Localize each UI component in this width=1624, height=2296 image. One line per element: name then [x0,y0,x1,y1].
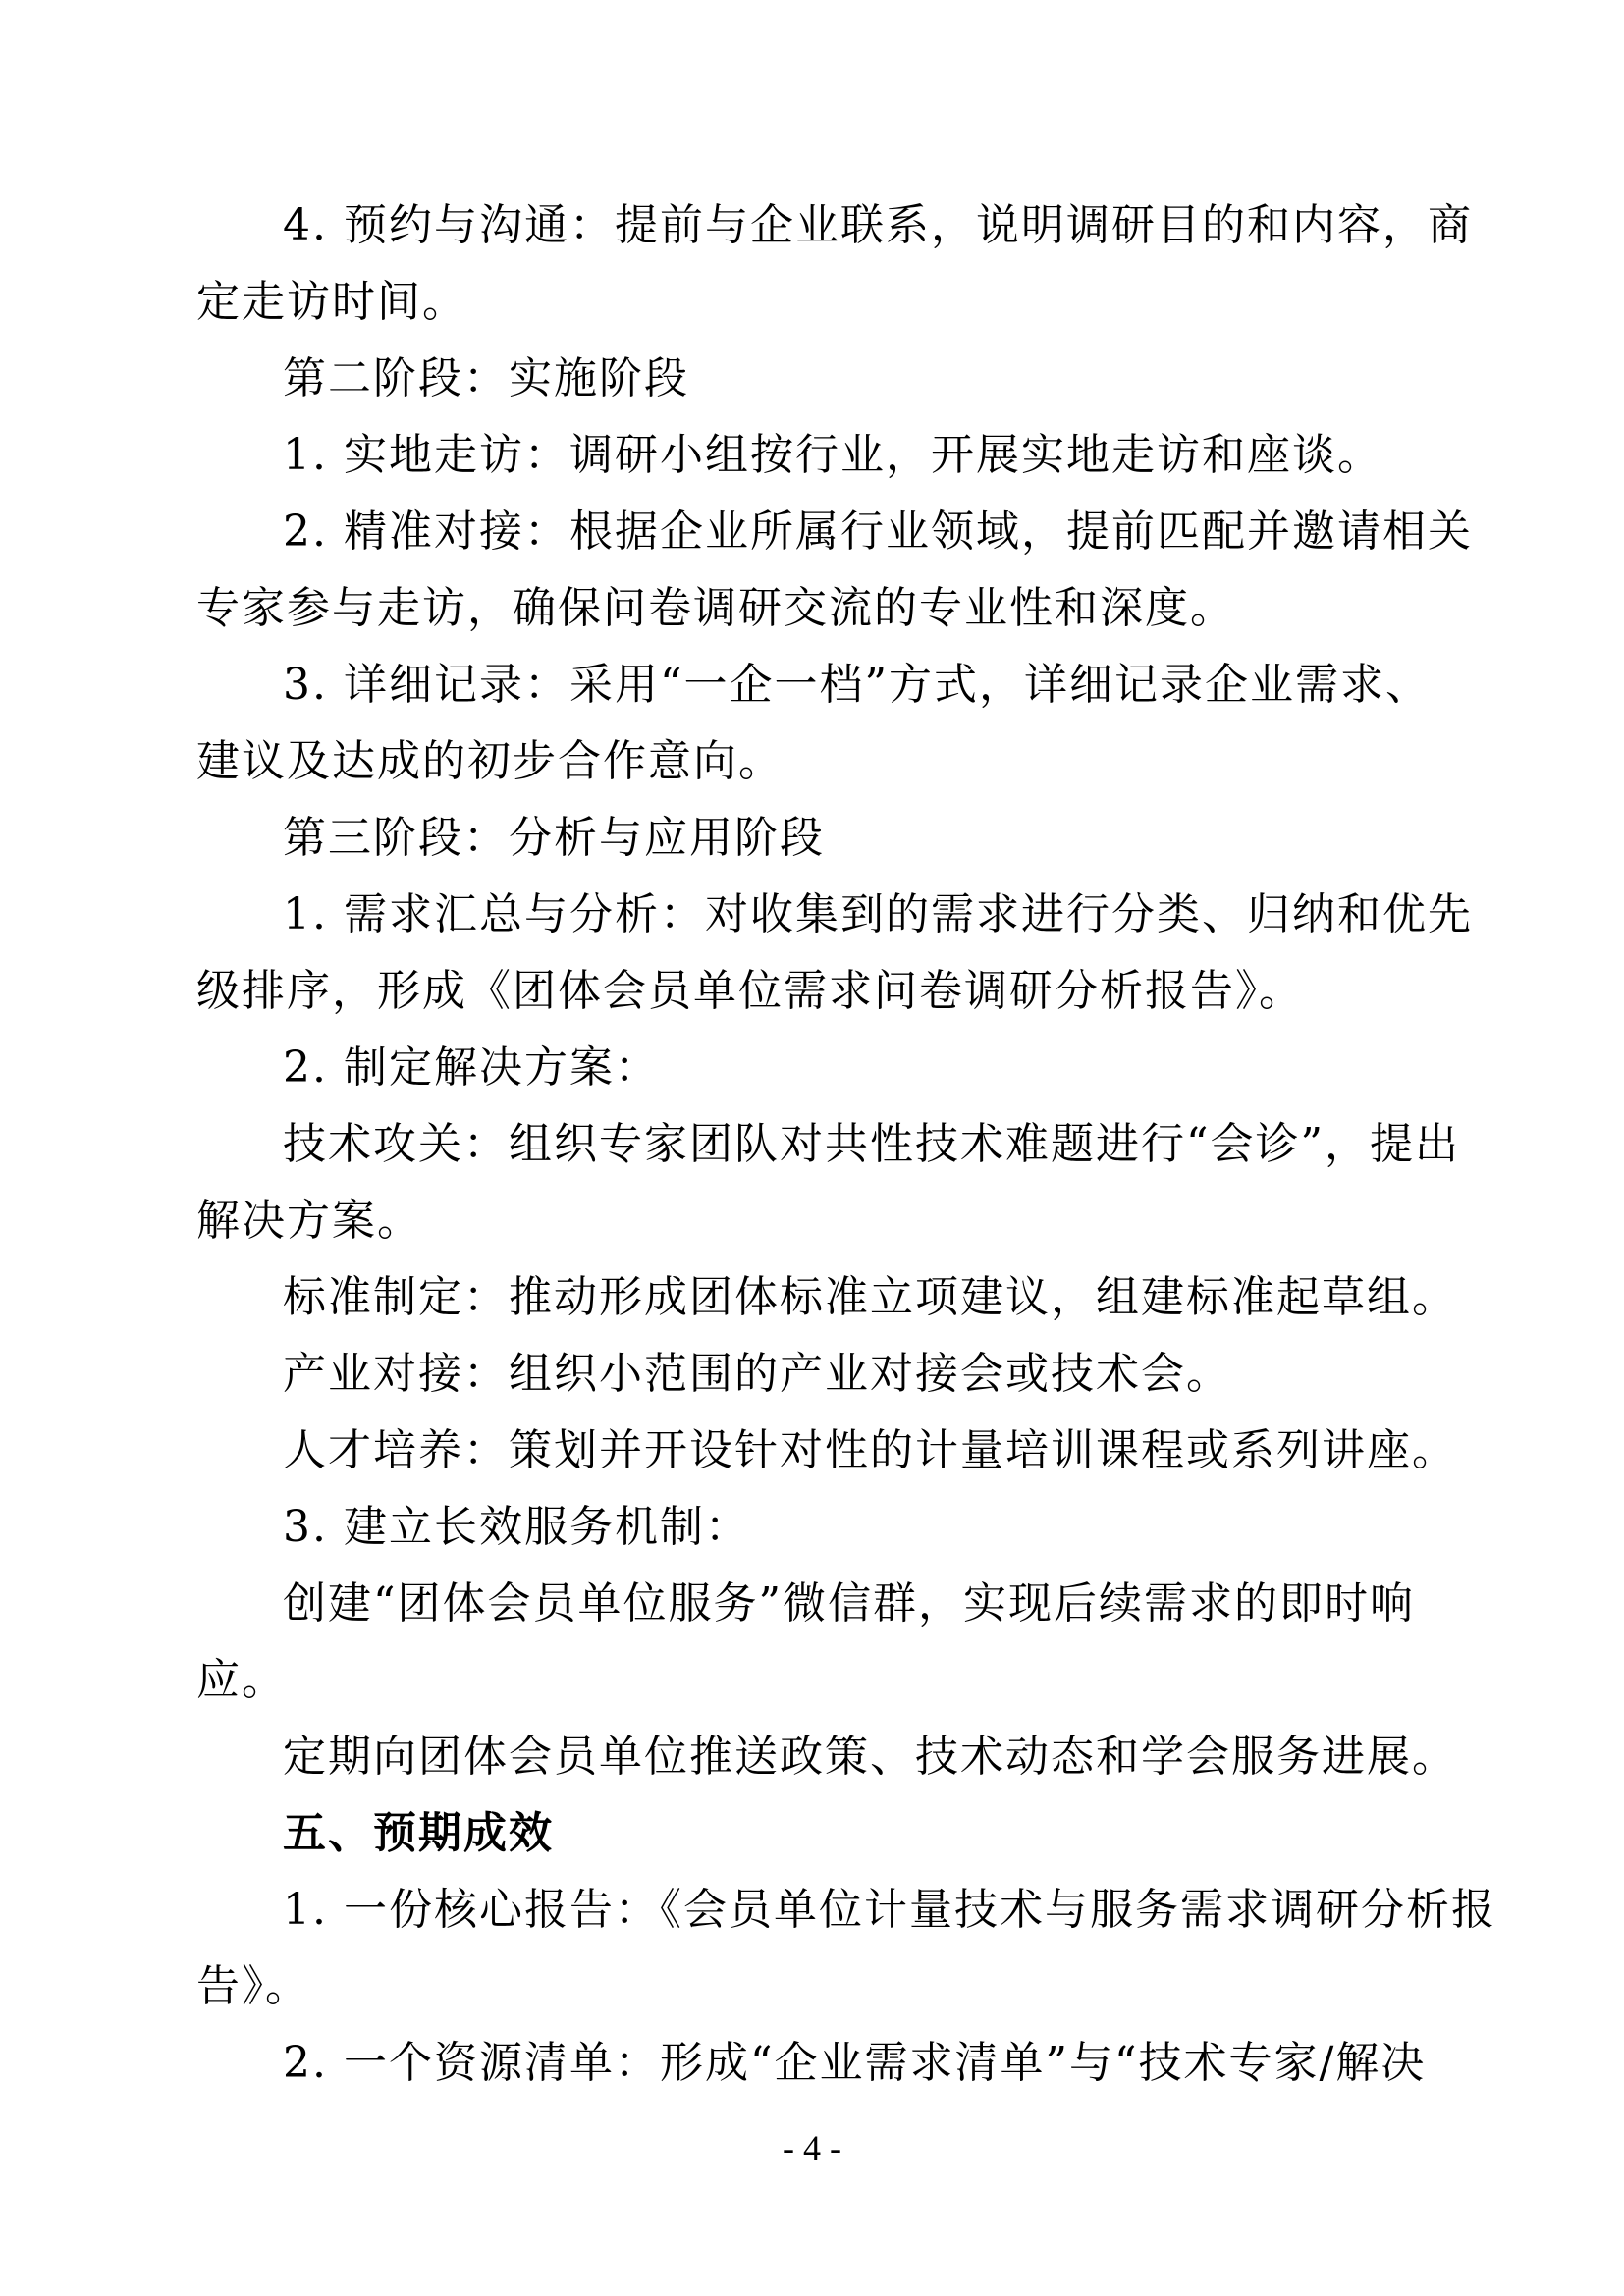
paragraph-line: 定走访时间。 [196,277,467,327]
paragraph-line: 定期向团体会员单位推送政策、技术动态和学会服务进展。 [283,1732,1457,1782]
section-heading: 第二阶段：实施阶段 [283,353,689,403]
paragraph-line: 1. 需求汇总与分析：对收集到的需求进行分类、归纳和优先 [283,889,1473,939]
paragraph-line: 级排序，形成《团体会员单位需求问卷调研分析报告》。 [196,966,1304,1016]
paragraph-line: 3. 建立长效服务机制： [283,1502,750,1552]
paragraph-line: 人才培养：策划并开设针对性的计量培训课程或系列讲座。 [283,1425,1457,1475]
paragraph-line: 应。 [196,1655,287,1705]
chapter-heading: 五、预期成效 [283,1808,554,1858]
paragraph-line: 建议及达成的初步合作意向。 [196,736,784,786]
section-heading: 第三阶段：分析与应用阶段 [283,813,825,863]
paragraph-line: 3. 详细记录：采用“一企一档”方式，详细记录企业需求、 [283,660,1431,710]
paragraph-line: 产业对接：组织小范围的产业对接会或技术会。 [283,1349,1231,1399]
page-number: - 4 - [783,2128,841,2167]
paragraph-line: 4. 预约与沟通：提前与企业联系，说明调研目的和内容，商 [283,200,1473,250]
paragraph-line: 解决方案。 [196,1196,422,1246]
paragraph-line: 标准制定：推动形成团体标准立项建议，组建标准起草组。 [283,1272,1457,1322]
paragraph-line: 告》。 [196,1961,310,2011]
paragraph-line: 专家参与走访，确保问卷调研交流的专业性和深度。 [196,583,1235,633]
paragraph-line: 2. 精准对接：根据企业所属行业领域，提前匹配并邀请相关 [283,507,1473,557]
paragraph-line: 技术攻关：组织专家团队对共性技术难题进行“会诊”，提出 [283,1119,1460,1169]
paragraph-line: 2. 一个资源清单：形成“企业需求清单”与“技术专家/解决 [283,2038,1427,2088]
paragraph-line: 2. 制定解决方案： [283,1042,660,1093]
paragraph-line: 1. 实地走访：调研小组按行业，开展实地走访和座谈。 [283,430,1382,480]
paragraph-line: 创建“团体会员单位服务”微信群，实现后续需求的即时响 [283,1578,1415,1629]
paragraph-line: 1. 一份核心报告：《会员单位计量技术与服务需求调研分析报 [283,1885,1496,1935]
